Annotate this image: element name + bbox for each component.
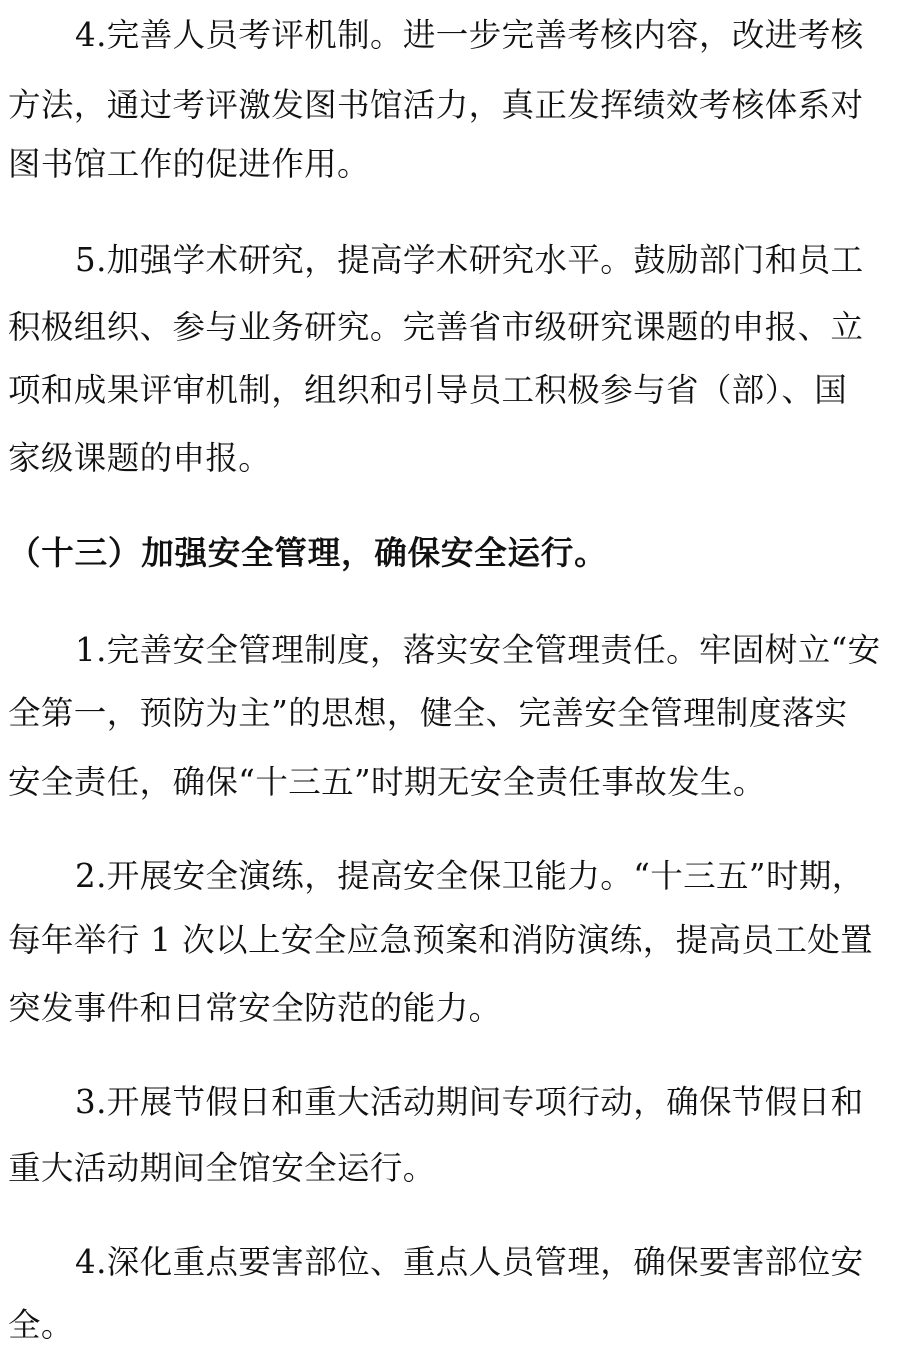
text-line: 图书馆工作的促进作用。: [8, 145, 370, 183]
text-line: 4.完善人员考评机制。进一步完善考核内容，改进考核: [75, 16, 864, 54]
text-line: 2.开展安全演练，提高安全保卫能力。“十三五”时期，: [75, 857, 865, 895]
text-line: 3.开展节假日和重大活动期间专项行动，确保节假日和: [75, 1083, 864, 1121]
text-line: 4.深化重点要害部位、重点人员管理，确保要害部位安: [75, 1243, 864, 1281]
text-line: 突发事件和日常安全防范的能力。: [8, 989, 502, 1027]
text-line: 全。: [8, 1306, 74, 1344]
text-line: 全第一，预防为主”的思想，健全、完善安全管理制度落实: [8, 694, 848, 732]
text-line: 方法，通过考评激发图书馆活力，真正发挥绩效考核体系对: [8, 86, 864, 124]
text-line: 项和成果评审机制，组织和引导员工积极参与省（部）、国: [8, 371, 848, 409]
text-line: 5.加强学术研究，提高学术研究水平。鼓励部门和员工: [75, 241, 864, 279]
text-line: 每年举行 1 次以上安全应急预案和消防演练，提高员工处置: [8, 921, 874, 959]
section-heading: （十三）加强安全管理，确保安全运行。: [8, 533, 608, 572]
text-line: 积极组织、参与业务研究。完善省市级研究课题的申报、立: [8, 308, 864, 346]
text-line: 安全责任，确保“十三五”时期无安全责任事故发生。: [8, 763, 766, 801]
text-line: 家级课题的申报。: [8, 439, 272, 477]
text-line: 重大活动期间全馆安全运行。: [8, 1149, 436, 1187]
text-line: 1.完善安全管理制度，落实安全管理责任。牢固树立“安: [75, 631, 881, 669]
